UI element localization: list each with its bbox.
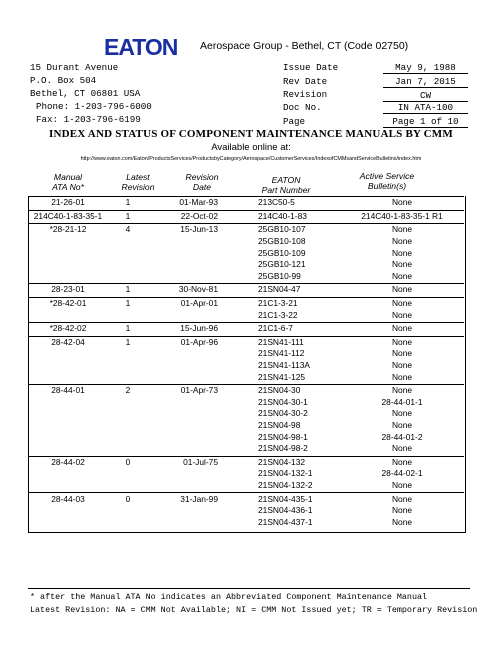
latest-revision-cell: 4 — [125, 224, 131, 235]
service-bulletin-cell: None — [391, 385, 413, 396]
document-title: INDEX AND STATUS OF COMPONENT MAINTENANCE MANUALS BY CMM — [49, 128, 453, 140]
revision-date-cell: 15-Jun-13 — [180, 224, 218, 235]
service-bulletin-cell: None — [391, 505, 413, 516]
service-bulletin-cell: None — [391, 236, 413, 246]
service-bulletin-cell: None — [391, 443, 413, 454]
part-number-cell: 25GB10-99 — [258, 270, 301, 281]
latest-revision-cell: 1 — [125, 323, 131, 334]
col-header-date-line1: Revision — [185, 172, 219, 182]
col-header-rev — [108, 172, 168, 192]
part-number-cell: 21C1-6-7 — [258, 323, 293, 334]
col-header-pn-line2: Part Number — [261, 185, 311, 195]
service-bulletin-cell: None — [391, 420, 413, 430]
part-number-cell: 21SN04-132-1 — [258, 468, 313, 479]
col-header-ata-line2: ATA No* — [52, 182, 84, 192]
ata-number-cell: 28-23-01 — [51, 284, 85, 295]
revision-date-cell: 01-Apr-01 — [180, 298, 218, 308]
col-header-pn — [250, 175, 322, 195]
col-header-bulletin-line1: Active Service — [359, 171, 415, 181]
part-number-cell: 21SN04-30 — [258, 385, 301, 396]
col-header-pn-line1: EATON — [271, 175, 301, 185]
part-number-cell: 21SN41-112 — [258, 348, 305, 359]
page-value: Page 1 of 10 — [383, 116, 468, 128]
revision-date-cell: 31-Jan-99 — [180, 493, 218, 504]
ata-number-cell: *28-42-02 — [49, 323, 87, 334]
col-header-ata-line1: Manual — [53, 172, 83, 182]
col-header-date-line2: Date — [192, 182, 212, 192]
service-bulletin-cell: None — [391, 247, 413, 258]
doc-no-value: IN ATA-100 — [383, 102, 468, 114]
latest-revision-cell: 0 — [125, 456, 131, 467]
revision-label: Revision — [283, 89, 328, 100]
part-number-cell: 214C40-1-83 — [258, 210, 307, 221]
service-bulletin-cell: None — [391, 270, 413, 281]
service-bulletin-cell: None — [391, 309, 413, 320]
col-header-rev-line1: Latest — [126, 172, 150, 182]
page-label: Page — [283, 116, 306, 127]
col-header-date — [172, 172, 232, 192]
part-number-cell: 213C50-5 — [258, 197, 295, 208]
latest-revision-cell: 1 — [125, 210, 131, 221]
service-bulletin-cell: None — [391, 259, 413, 270]
doc-no-label: Doc No. — [283, 102, 322, 113]
ata-number-cell: *28-21-12 — [49, 224, 87, 235]
ata-number-cell: *28-42-01 — [49, 298, 87, 308]
service-bulletin-cell: None — [391, 516, 413, 527]
service-bulletin-cell: None — [391, 197, 413, 208]
part-number-cell: 21C1-3-21 — [258, 298, 298, 308]
latest-revision-cell: 1 — [125, 336, 131, 347]
eaton-logo — [104, 36, 188, 58]
part-number-cell: 21SN04-435-1 — [258, 493, 313, 504]
service-bulletin-cell: 214C40-1-83-35-1 R1 — [361, 210, 443, 221]
col-header-bulletin-line2: Bulletin(s) — [367, 181, 407, 191]
revision-value: CW — [383, 90, 468, 102]
service-bulletin-cell: None — [391, 284, 413, 295]
latest-revision-cell: 0 — [125, 493, 131, 504]
service-bulletin-cell: None — [391, 224, 413, 235]
ata-number-cell: 21-26-01 — [51, 197, 85, 208]
part-number-cell: 21SN41-125 — [258, 371, 306, 382]
address-line: Bethel, CT 06801 USA — [30, 88, 141, 99]
service-bulletin-cell: 28-44-01-1 — [381, 396, 423, 407]
service-bulletin-cell: None — [391, 480, 413, 490]
service-bulletin-cell: None — [391, 348, 413, 359]
phone-line: Phone: 1-203-796-6000 — [36, 101, 152, 112]
ata-number-cell: 28-42-04 — [51, 336, 85, 347]
latest-revision-cell: 2 — [125, 385, 131, 396]
part-number-cell: 21SN04-98-1 — [258, 431, 308, 442]
ata-number-cell: 214C40-1-83-35-1 — [33, 210, 103, 221]
footer-divider — [28, 588, 470, 589]
part-number-cell: 21SN04-132-2 — [258, 480, 313, 490]
part-number-cell: 21SN04-98 — [258, 420, 301, 430]
part-number-cell: 21SN41-111 — [258, 336, 304, 347]
issue-date-label: Issue Date — [283, 62, 339, 73]
part-number-cell: 21SN04-132 — [258, 456, 306, 467]
revision-date-cell: 30-Nov-81 — [178, 284, 218, 295]
part-number-cell: 21SN04-436-1 — [258, 505, 313, 516]
service-bulletin-cell: None — [391, 336, 413, 347]
service-bulletin-cell: 28-44-02-1 — [381, 468, 423, 479]
revision-date-cell: 22-Oct-02 — [180, 210, 218, 221]
rev-date-value: Jan 7, 2015 — [383, 76, 468, 88]
revision-date-cell: 01-Apr-73 — [180, 385, 218, 396]
latest-revision-cell: 1 — [125, 298, 131, 308]
part-number-cell: 25GB10-121 — [258, 259, 306, 270]
ata-number-cell: 28-44-03 — [51, 493, 85, 504]
address-line: P.O. Box 504 — [30, 75, 97, 86]
part-number-cell: 21SN04-47 — [258, 284, 301, 295]
header-title: Aerospace Group - Bethel, CT (Code 02750) — [200, 40, 409, 52]
part-number-cell: 21SN04-437-1 — [258, 516, 313, 527]
available-online-text: Available online at: — [211, 142, 291, 153]
revision-date-cell: 01-Jul-75 — [183, 456, 218, 467]
address-line: 15 Durant Avenue — [30, 62, 119, 73]
rev-date-label: Rev Date — [283, 76, 328, 87]
ata-number-cell: 28-44-02 — [51, 456, 85, 467]
part-number-cell: 21SN41-113A — [258, 360, 310, 370]
service-bulletin-cell: None — [391, 408, 413, 419]
part-number-cell: 25GB10-107 — [258, 224, 306, 235]
col-header-ata — [28, 172, 108, 192]
revision-date-cell: 01-Mar-93 — [179, 197, 218, 208]
eaton-logo-text: EATON — [104, 36, 178, 58]
col-header-bulletin — [342, 171, 432, 191]
footnote-legend: Latest Revision: NA = CMM Not Available; NI = CMM Not Issued yet; TR = Temporary Revision — [30, 605, 478, 615]
col-header-rev-line2: Revision — [121, 182, 155, 192]
online-url-link[interactable]: http://www.eaton.com/Eaton/ProductsServices/ProductsbyCategory/Aerospace/CustomerServices/IndexofCMMsandServiceBulletins/index.htm — [80, 156, 422, 162]
service-bulletin-cell: None — [391, 456, 413, 467]
service-bulletin-cell: None — [391, 298, 413, 308]
part-number-cell: 21SN04-98-2 — [258, 443, 308, 454]
part-number-cell: 25GB10-109 — [258, 247, 306, 258]
revision-date-cell: 15-Jun-96 — [180, 323, 218, 334]
part-number-cell: 25GB10-108 — [258, 236, 306, 246]
latest-revision-cell: 1 — [125, 284, 131, 295]
service-bulletin-cell: 28-44-01-2 — [381, 431, 423, 442]
part-number-cell: 21SN04-30-1 — [258, 396, 308, 407]
service-bulletin-cell: None — [391, 493, 413, 504]
part-number-cell: 21C1-3-22 — [258, 309, 298, 320]
service-bulletin-cell: None — [391, 371, 413, 382]
footnote-abbreviated: * after the Manual ATA No indicates an Abbreviated Component Maintenance Manual — [30, 592, 428, 602]
revision-date-cell: 01-Apr-96 — [180, 336, 218, 347]
issue-date-value: May 9, 1988 — [383, 62, 468, 74]
fax-line: Fax: 1-203-796-6199 — [36, 114, 141, 125]
service-bulletin-cell: None — [391, 360, 413, 370]
latest-revision-cell: 1 — [125, 197, 131, 208]
ata-number-cell: 28-44-01 — [51, 385, 85, 396]
part-number-cell: 21SN04-30-2 — [258, 408, 308, 419]
service-bulletin-cell: None — [391, 323, 413, 334]
